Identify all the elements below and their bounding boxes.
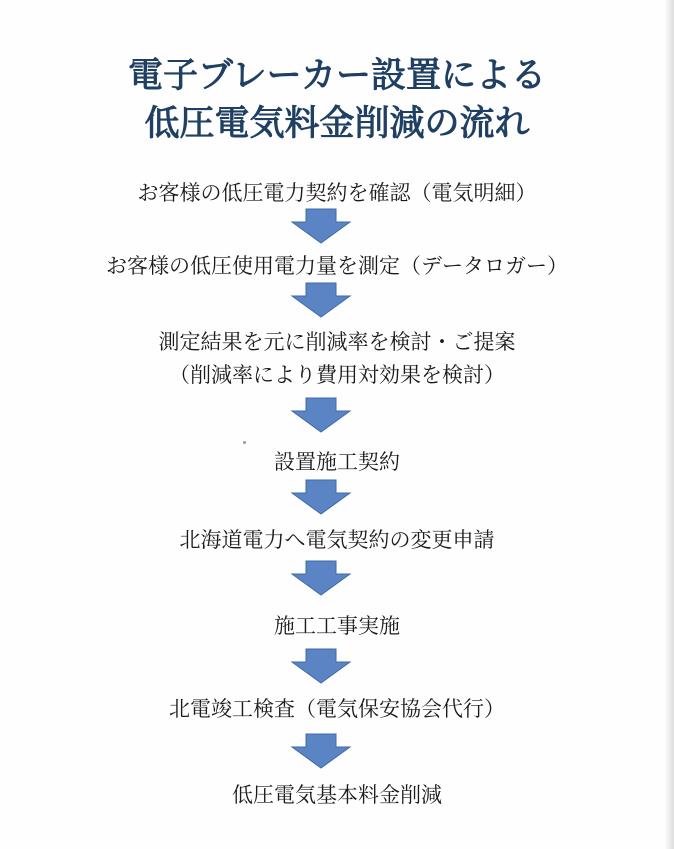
arrow-down-icon: [290, 648, 352, 684]
step-2-measure-usage: お客様の低圧使用電力量を測定（データロガー）: [106, 254, 568, 278]
step-4-installation-contract: 設置施工契約: [274, 450, 400, 474]
scan-page-edge: [664, 0, 674, 849]
arrow-down-icon: [290, 560, 352, 596]
step-7-completion-inspection: 北電竣工検査（電気保安協会代行）: [169, 697, 505, 721]
step-8-fee-reduction: 低圧電気基本料金削減: [232, 783, 442, 807]
step-3-review-proposal: 測定結果を元に削減率を検討・ご提案: [158, 330, 516, 354]
arrow-down-icon: [290, 282, 352, 318]
arrow-down-icon: [290, 208, 352, 244]
title-line-2: 低圧電気料金削減の流れ: [144, 103, 530, 144]
arrow-down-icon: [290, 733, 352, 769]
title-line-1: 電子ブレーカー設置による: [128, 55, 546, 96]
arrow-down-icon: [290, 397, 352, 433]
step-5-contract-change-request: 北海道電力へ電気契約の変更申請: [179, 528, 495, 552]
step-6-construction: 施工工事実施: [274, 614, 400, 638]
arrow-down-icon: [290, 479, 352, 515]
scan-speck: [243, 441, 246, 444]
step-3-review-proposal-note: （削減率により費用対効果を検討）: [169, 363, 505, 387]
step-1-confirm-contract: お客様の低圧電力契約を確認（電気明細）: [137, 181, 537, 205]
